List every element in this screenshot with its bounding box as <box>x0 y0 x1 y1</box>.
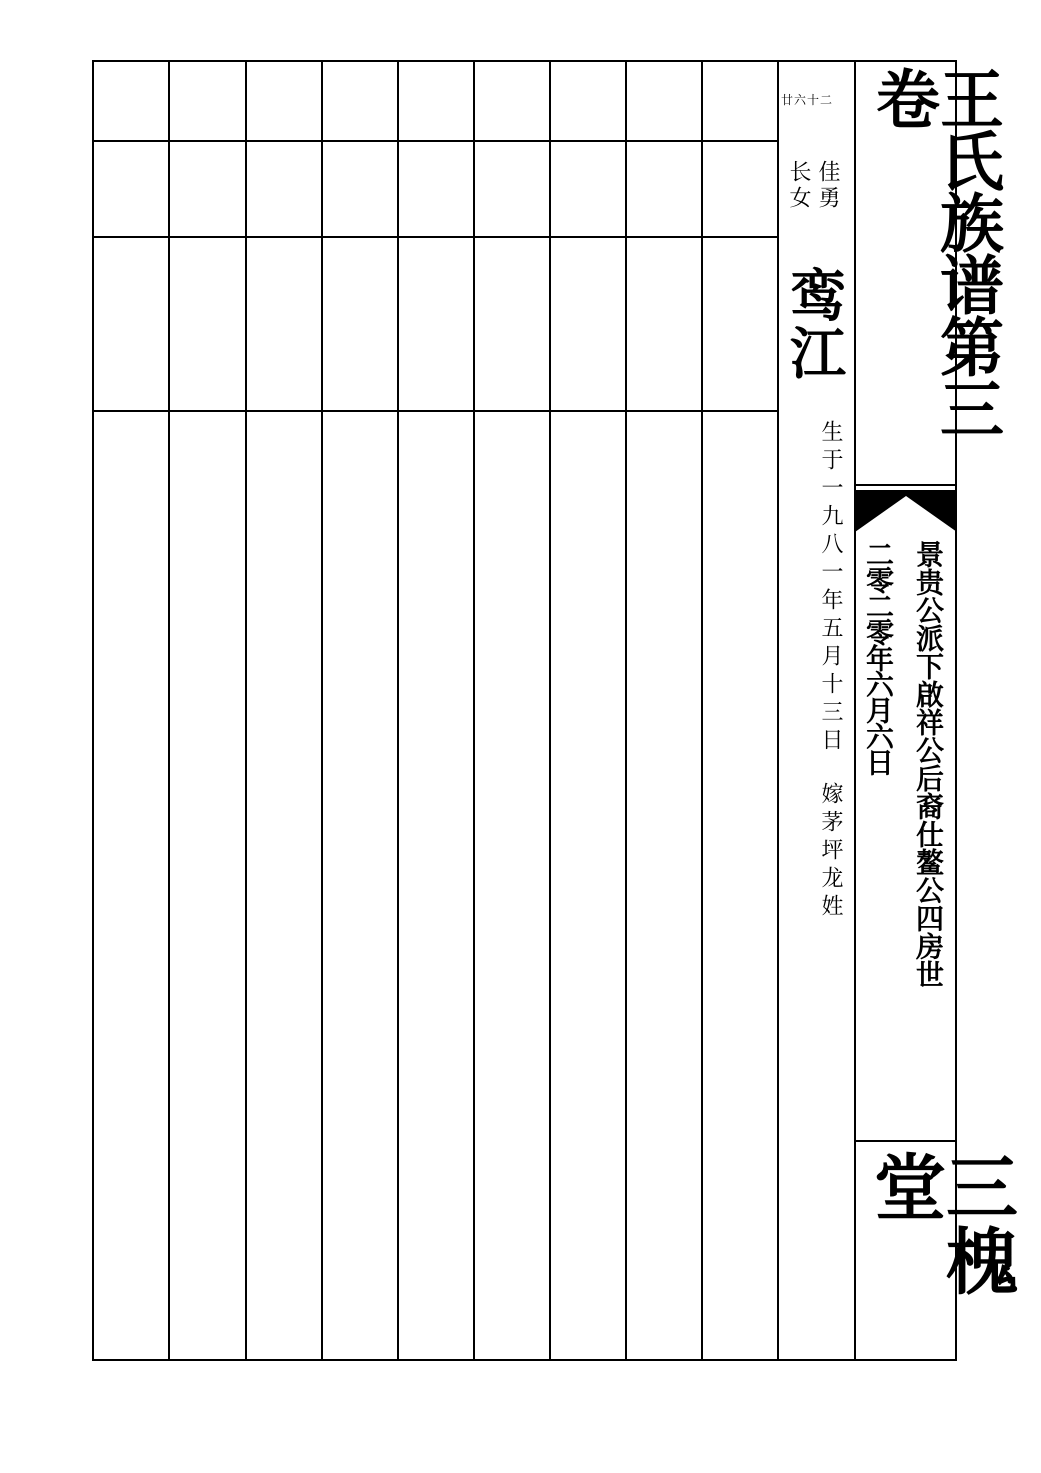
column-divider <box>549 60 551 1361</box>
column-divider <box>701 60 703 1361</box>
compile-date: 二零二零年六月六日 <box>862 540 895 774</box>
fishtail-mark-icon <box>855 490 957 542</box>
hall-name: 三槐堂 <box>862 1150 1019 1298</box>
generation-label: 廿六十二 <box>781 93 834 107</box>
header-column-divider <box>854 60 856 1361</box>
birth-record: 生于一九八一年五月十三日 <box>818 420 843 756</box>
hall-divider <box>855 1140 957 1142</box>
column-divider <box>245 60 247 1361</box>
column-divider <box>625 60 627 1361</box>
column-divider <box>321 60 323 1361</box>
row-divider <box>92 410 778 412</box>
relation-label: 长女 <box>786 160 811 212</box>
column-divider <box>777 60 779 1361</box>
column-divider <box>168 60 170 1361</box>
column-divider <box>473 60 475 1361</box>
row-divider <box>92 236 778 238</box>
page-title: 王氏族谱第三卷 <box>865 66 1004 438</box>
member-name: 鸾江 <box>781 266 847 382</box>
father-name: 佳勇 <box>815 160 840 212</box>
column-divider <box>397 60 399 1361</box>
row-divider <box>92 140 778 142</box>
marriage-record: 嫁茅坪龙姓 <box>818 782 843 922</box>
lineage-text: 景贵公派下啟祥公后裔仕鳌公四房世 <box>912 540 945 988</box>
